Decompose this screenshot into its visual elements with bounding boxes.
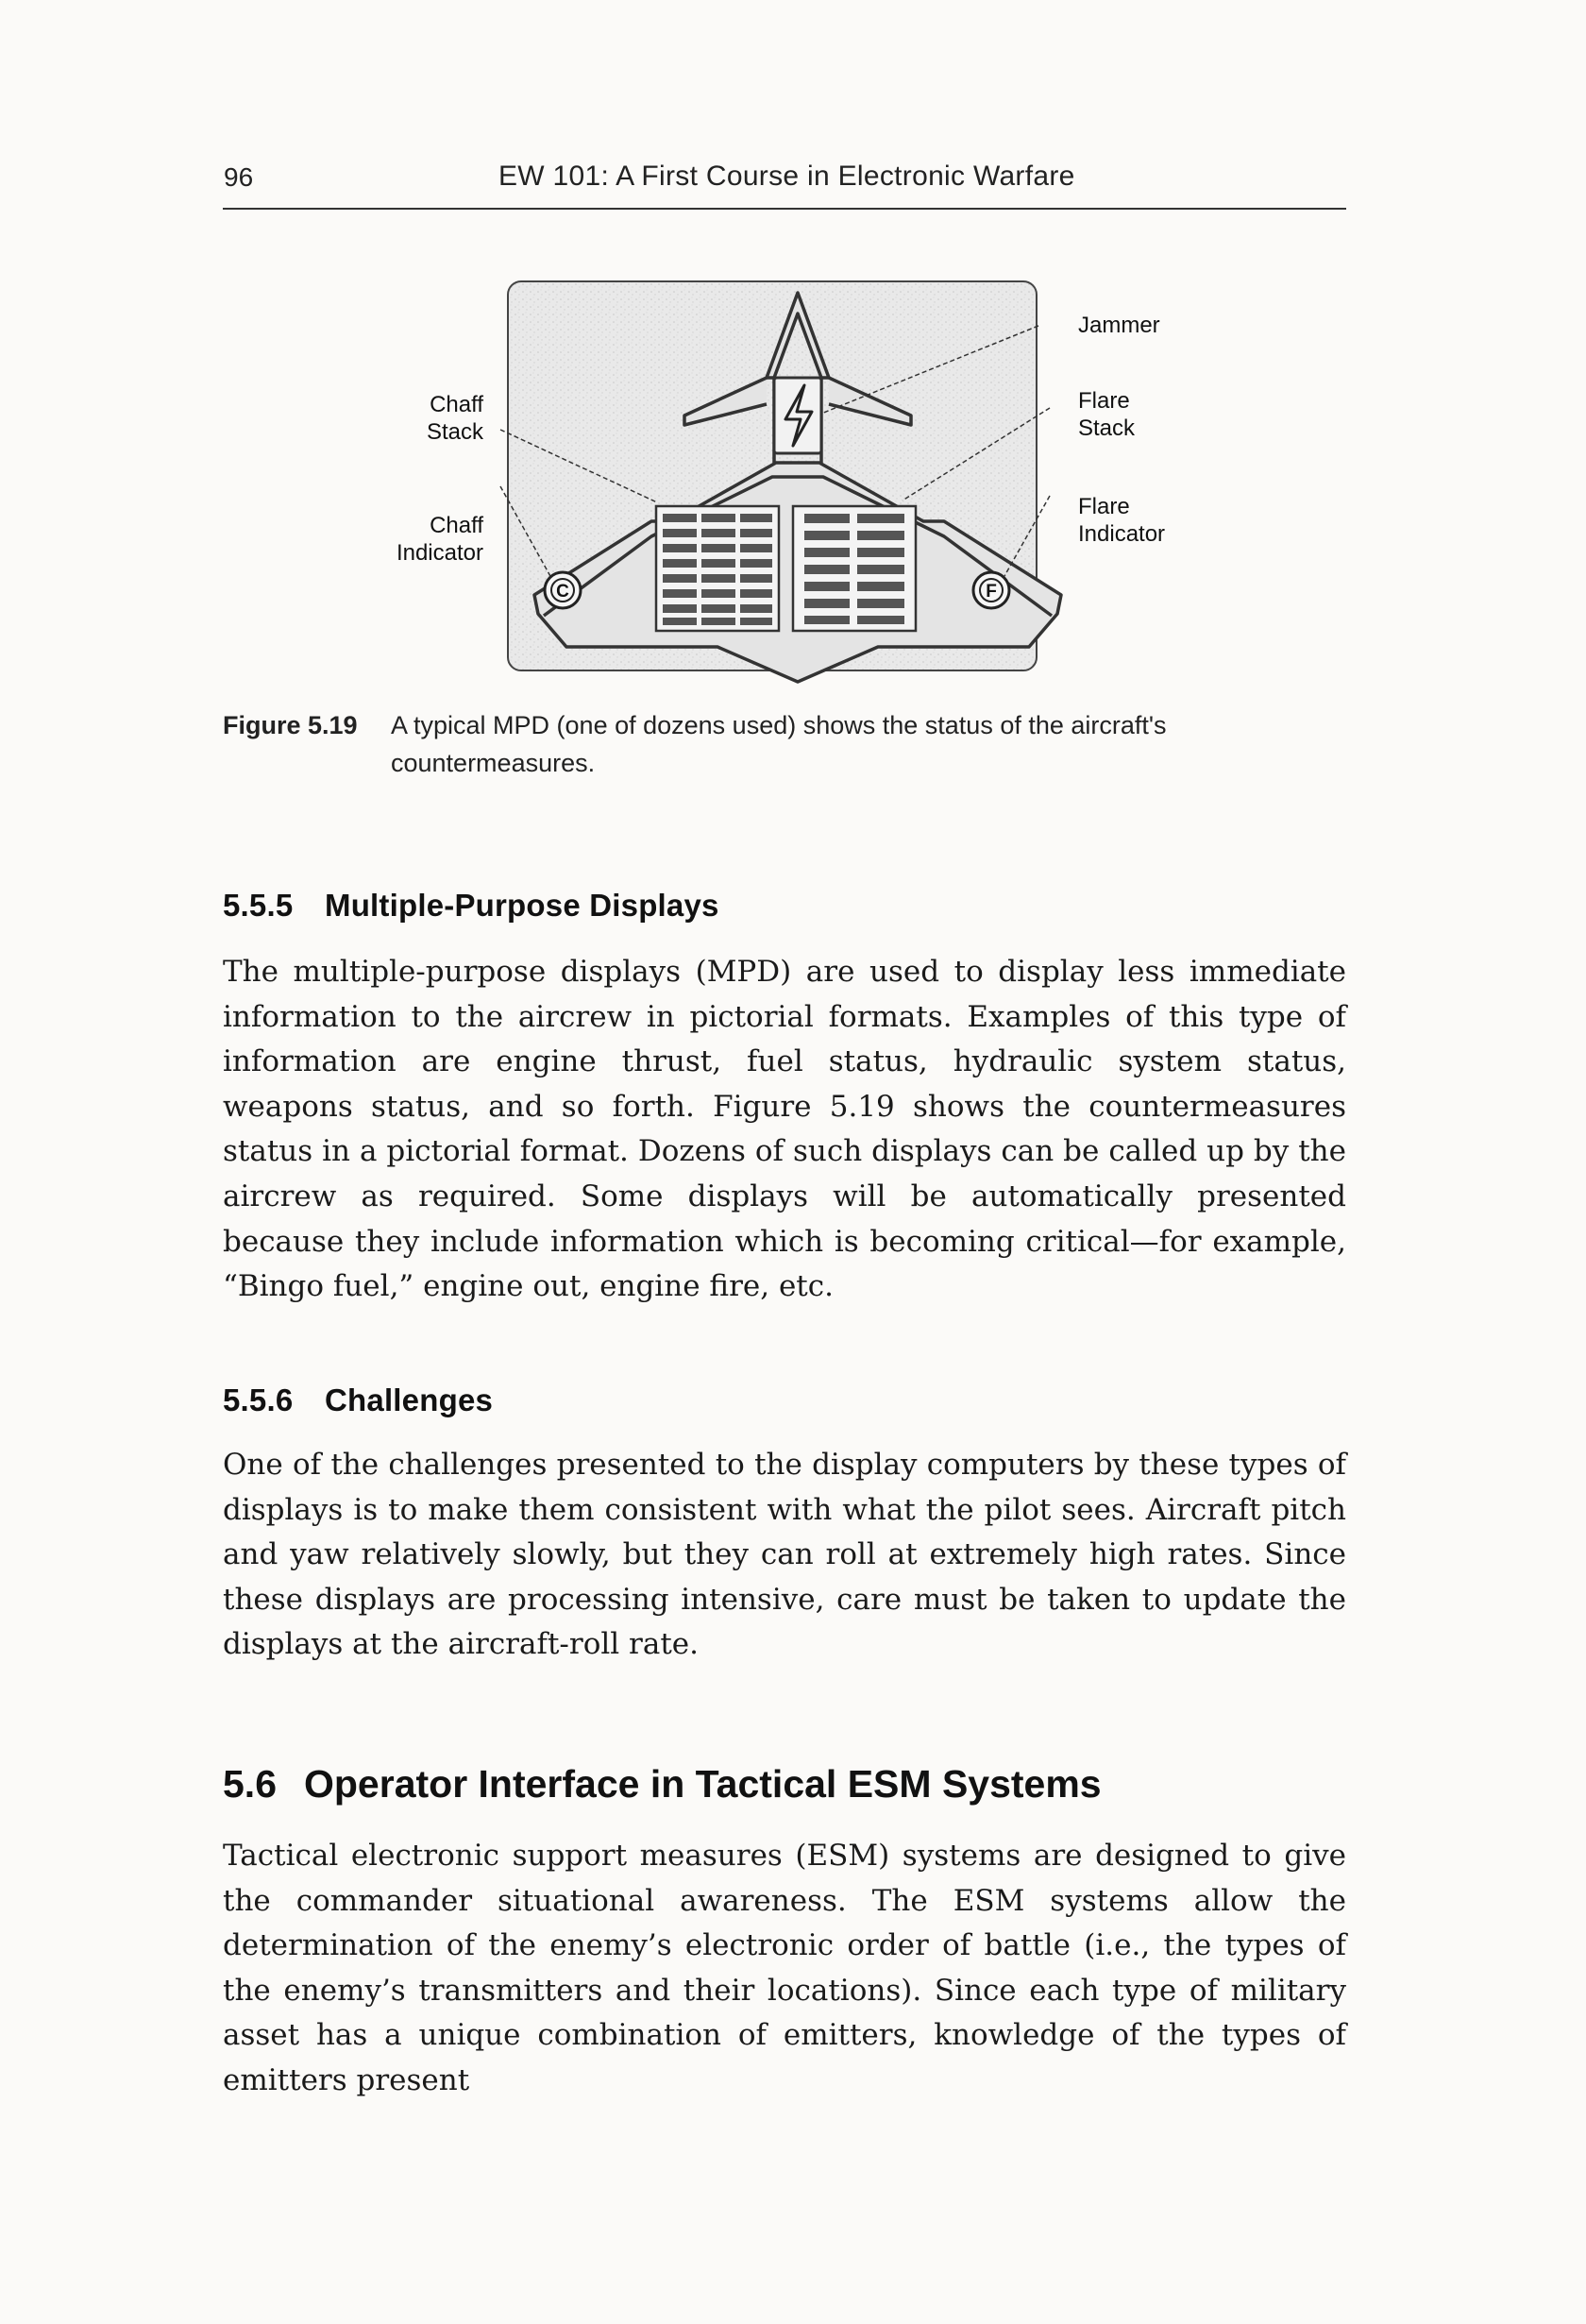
jammer-symbol bbox=[774, 378, 821, 453]
callout-chaff-indicator bbox=[378, 512, 483, 567]
figure-caption-label: Figure 5.19 bbox=[223, 711, 358, 739]
callout-jammer: Jammer bbox=[1078, 313, 1160, 338]
callout-chaff-stack-line1: Chaff bbox=[430, 392, 483, 417]
callout-flare-stack-line1: Flare bbox=[1078, 388, 1130, 414]
callout-flare-stack bbox=[1078, 387, 1135, 442]
section-heading-5-6 bbox=[223, 1762, 1102, 1807]
section-title: Multiple-Purpose Displays bbox=[325, 888, 719, 923]
running-head: EW 101: A First Course in Electronic Warfare bbox=[498, 161, 1075, 192]
paragraph-multiple-purpose-displays: The multiple-purpose displays (MPD) are used to display less immediate information to the aircrew in pictorial formats. Examples of this type of information are engine thrust, fuel status, hydraulic system status, weapons status, and so forth. Figure 5.19 shows the countermeasures status in a pictorial format. Dozens of such displays can be called up by the aircrew as required. Some displays will be automatically presented because they include information which is becoming critical—for example, “Bingo fuel,” engine out, engine fire, etc. bbox=[223, 955, 1346, 1304]
flare-stack-grid bbox=[793, 506, 916, 631]
section-number: 5.6 bbox=[223, 1762, 277, 1806]
section-number: 5.5.5 bbox=[223, 888, 294, 923]
callout-flare-stack-line2: Stack bbox=[1078, 416, 1136, 441]
paragraph-tactical-esm: Tactical electronic support measures (ESM) systems are designed to give the commander situational awareness. The ESM systems allow the determination of the enemy’s electronic order of battle (i.e., the types of the enemy’s transmitters and their locations). Since each type of military asset has a unique combination of emitters, knowledge of the types of emitters present bbox=[223, 1839, 1346, 2097]
figure-caption-text: A typical MPD (one of dozens used) shows the status of the aircraft's countermeasures. bbox=[391, 711, 1167, 777]
callout-chaff-indicator-line1: Chaff bbox=[430, 513, 483, 538]
callout-flare-indicator bbox=[1078, 493, 1165, 548]
header-rule bbox=[223, 208, 1346, 210]
paragraph-challenges: One of the challenges presented to the display computers by these types of displays is to make them consistent with what the pilot sees. Aircraft pitch and yaw relatively slowly, but they can roll at extremely high rates. Since these displays are processing intensive, care must be taken to update the displays at the aircraft-roll rate. bbox=[223, 1448, 1346, 1662]
mpd-figure bbox=[378, 274, 1208, 689]
section-number: 5.5.6 bbox=[223, 1383, 294, 1417]
callout-chaff-indicator-line2: Indicator bbox=[396, 540, 483, 566]
flare-indicator bbox=[973, 572, 1009, 608]
chaff-indicator-letter: C bbox=[556, 582, 569, 602]
section-title: Operator Interface in Tactical ESM Systems bbox=[304, 1762, 1102, 1806]
callout-flare-indicator-line1: Flare bbox=[1078, 494, 1130, 519]
flare-indicator-letter: F bbox=[986, 582, 997, 602]
page-number: 96 bbox=[224, 162, 254, 192]
chaff-stack-grid bbox=[656, 506, 779, 631]
callout-chaff-stack-line2: Stack bbox=[426, 419, 483, 445]
chaff-indicator bbox=[545, 572, 581, 608]
section-title: Challenges bbox=[325, 1383, 494, 1417]
section-heading-5-5-5 bbox=[223, 888, 719, 924]
section-heading-5-5-6 bbox=[223, 1383, 493, 1418]
callout-flare-indicator-line2: Indicator bbox=[1078, 521, 1166, 547]
callout-chaff-stack bbox=[378, 391, 483, 446]
